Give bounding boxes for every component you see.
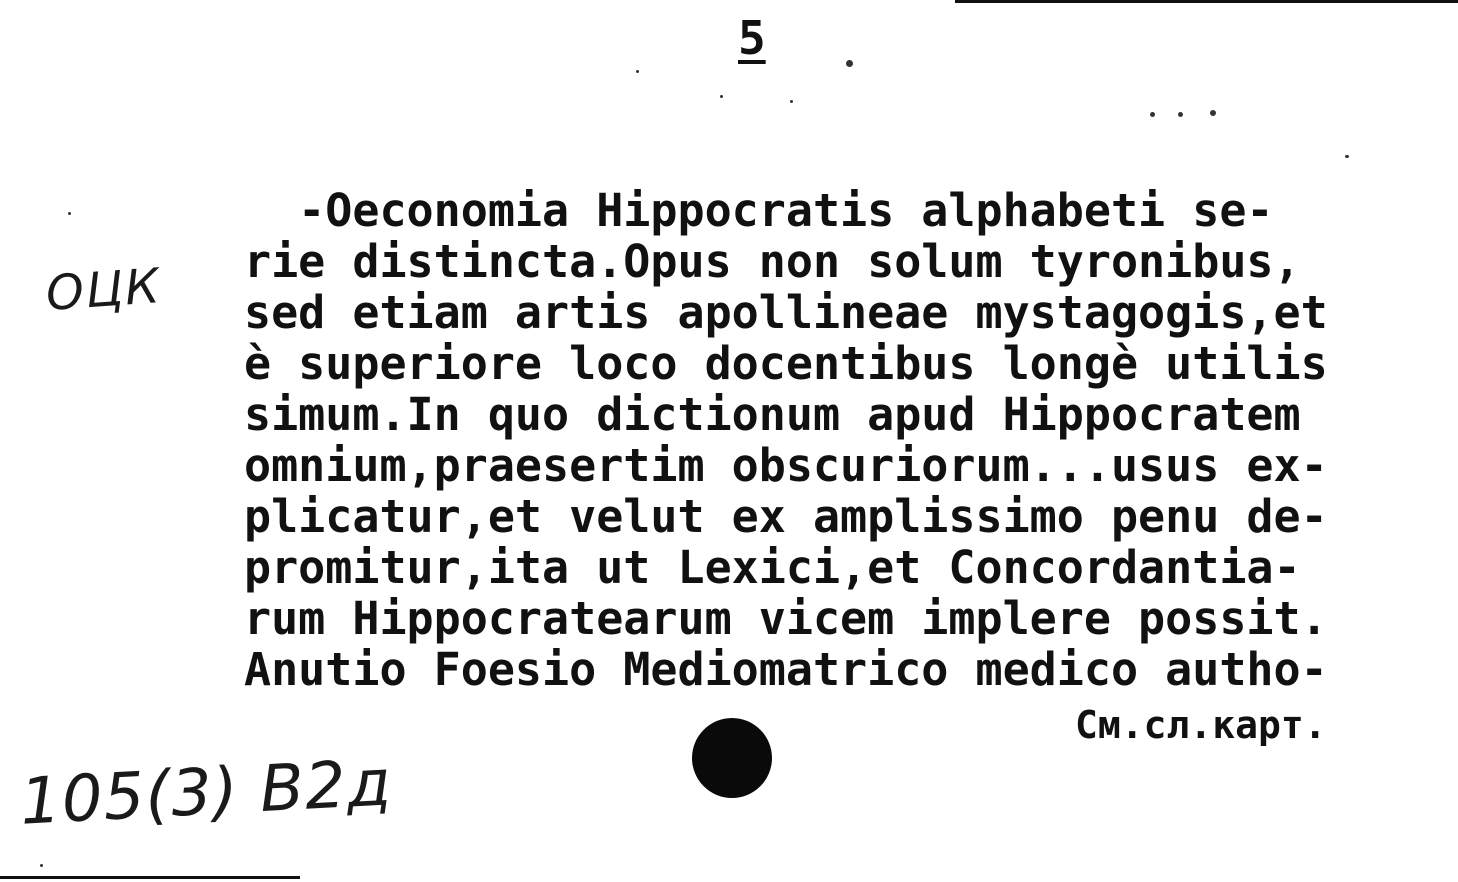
entry-line: omnium,praesertim obscuriorum...usus ex- — [244, 440, 1328, 491]
scan-speck — [68, 212, 71, 215]
scan-speck — [1150, 112, 1155, 117]
entry-line: è superiore loco docentibus longè utilis — [244, 338, 1328, 389]
scan-speck — [846, 60, 853, 67]
page-number: 5 — [738, 11, 766, 65]
scan-speck — [1345, 155, 1349, 158]
entry-line: promitur,ita ut Lexici,et Concordantia- — [244, 542, 1301, 593]
scan-speck — [790, 100, 793, 103]
scan-speck — [720, 95, 723, 98]
entry-line: plicatur,et velut ex amplissimo penu de- — [244, 491, 1328, 542]
punch-hole — [692, 718, 772, 798]
handwritten-shelf-mark: 105(3) В2д — [18, 746, 394, 840]
entry-line: rie distincta.Opus non solum tyronibus, — [244, 236, 1301, 287]
bibliographic-entry — [244, 185, 1458, 695]
top-edge-rule — [955, 0, 1458, 3]
entry-line: simum.In quo dictionum apud Hippocratem — [244, 389, 1301, 440]
entry-line: rum Hippocratearum vicem implere possit. — [244, 593, 1328, 644]
scan-speck — [1210, 110, 1216, 116]
bottom-edge-rule — [0, 876, 300, 879]
scan-speck — [40, 864, 43, 867]
entry-line: sed etiam artis apollineae mystagogis,et — [244, 287, 1328, 338]
entry-line: Anutio Foesio Mediomatrico medico autho- — [244, 644, 1328, 695]
scan-speck — [636, 70, 639, 73]
cross-reference: См.сл.карт. — [1075, 703, 1327, 747]
entry-line: -Oeconomia Hippocratis alphabeti se- — [244, 185, 1274, 236]
handwritten-margin-code: ОЦК — [44, 258, 163, 322]
scan-speck — [1178, 112, 1183, 117]
